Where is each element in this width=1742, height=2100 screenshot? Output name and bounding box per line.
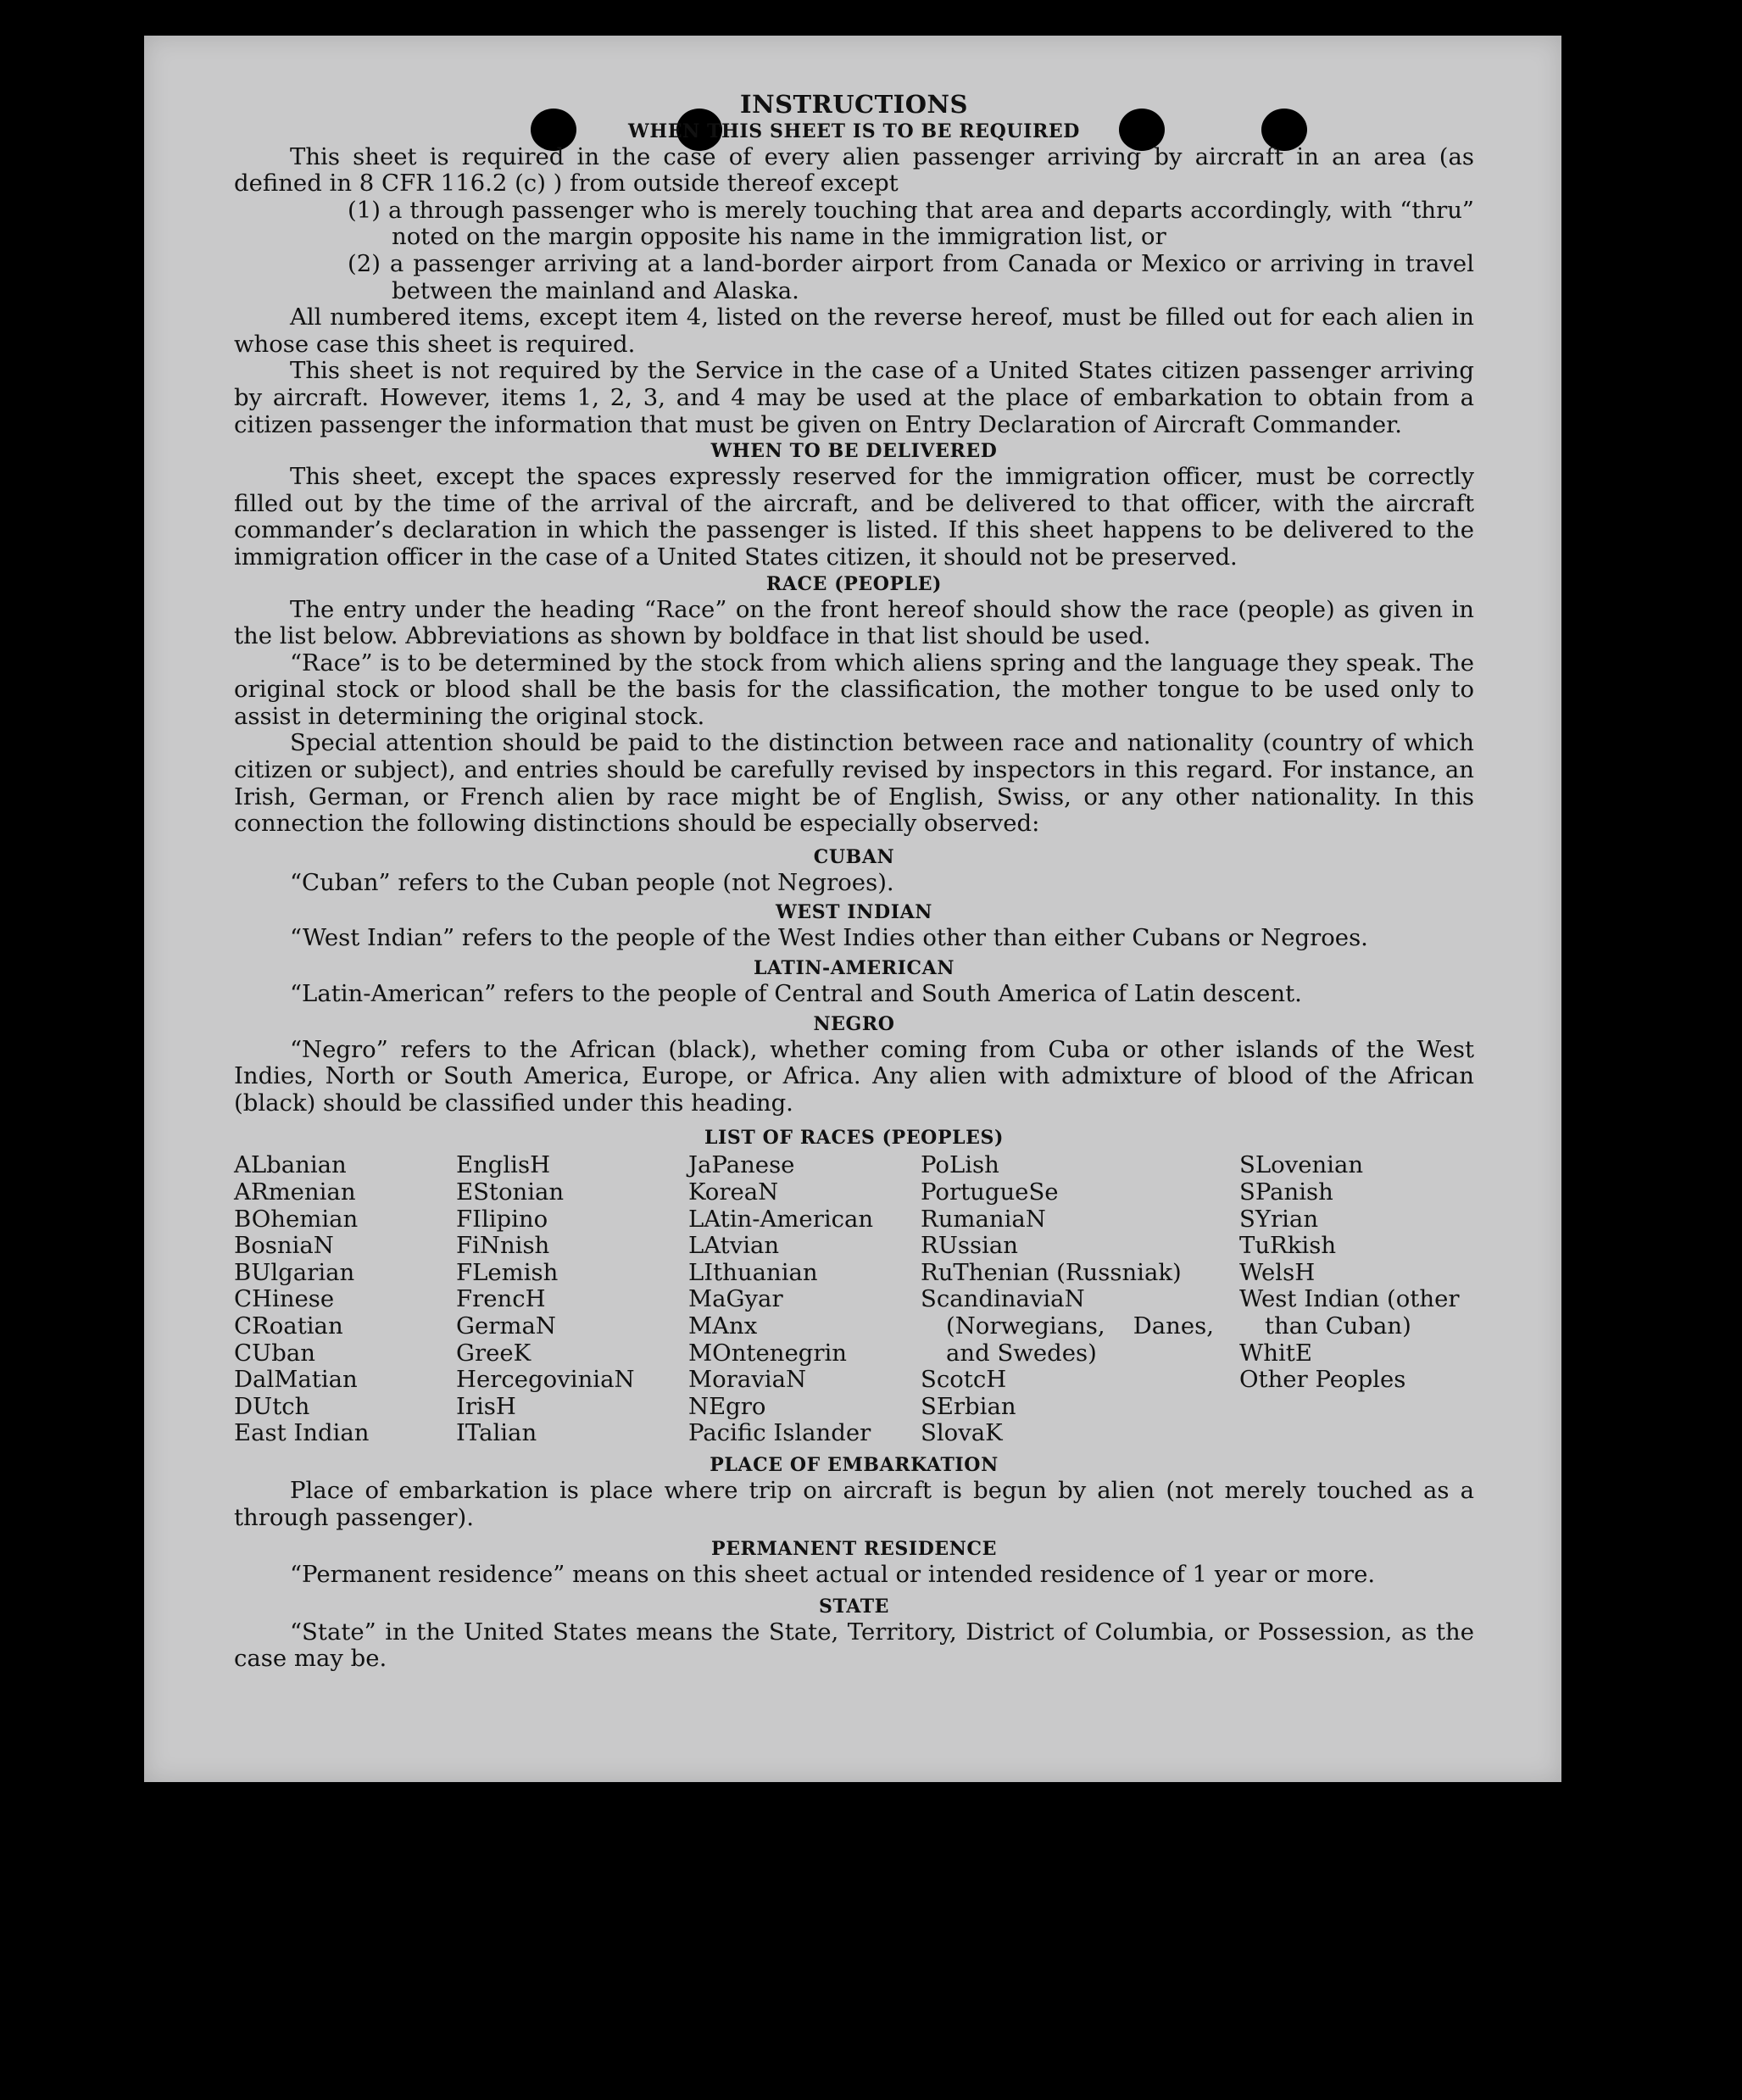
paragraph-numbered-items: All numbered items, except item 4, listed on the reverse hereof, must be filled out for each alien in whose case this sheet is required. (234, 304, 1474, 358)
race-item: LAtvian (688, 1232, 780, 1260)
race-item: DalMatian (234, 1366, 358, 1394)
section-heading-negro: NEGRO (813, 1012, 895, 1035)
race-item: PortugueSe (921, 1178, 1059, 1206)
race-item: PoLish (921, 1151, 999, 1179)
race-item: KoreaN (688, 1178, 779, 1206)
race-item: JaPanese (688, 1151, 795, 1179)
paragraph-state: “State” in the United States means the State, Territory, District of Columbia, or Possession, as the case may be. (234, 1618, 1474, 1673)
section-heading-west-indian: WEST INDIAN (776, 901, 932, 924)
paragraph-race-1: The entry under the heading “Race” on the front hereof should show the race (people) as given in the list below. Abbreviations as shown by boldface in that list should be used. (234, 595, 1474, 650)
race-column-5 (1239, 1152, 1474, 1447)
race-item: BOhemian (234, 1205, 359, 1233)
race-column-4 (921, 1152, 1239, 1447)
paragraph-negro: “Negro” refers to the African (black), whether coming from Cuba or other islands of the West Indies, North or South America, Europe, or Africa. Any alien with admixture of blood of the African (black) should be classified under this heading. (234, 1035, 1474, 1117)
race-item: LAtin-American (688, 1205, 874, 1233)
race-item: FLemish (456, 1258, 559, 1286)
race-item: GermaN (456, 1312, 556, 1340)
race-item: IrisH (456, 1392, 516, 1420)
section-heading-required: WHEN THIS SHEET IS TO BE REQUIRED (628, 120, 1080, 142)
paragraph-delivered: This sheet, except the spaces expressly reserved for the immigration officer, must be correctly filled out by the time of the arrival of the aircraft, and be delivered to that officer, with the aircraft commander’s declaration in which the passenger is listed. If this sheet happens to be delivered to the immigration officer in the case of a United States citizen, it should not be preserved. (234, 463, 1474, 571)
race-item: FiNnish (456, 1232, 550, 1260)
race-column-2 (456, 1152, 688, 1447)
race-item: GreeK (456, 1339, 532, 1367)
section-heading-cuban: CUBAN (813, 845, 895, 868)
race-column-3 (688, 1152, 921, 1447)
race-item: DUtch (234, 1392, 310, 1420)
section-heading-embarkation: PLACE OF EMBARKATION (710, 1453, 999, 1476)
paragraph-citizen: This sheet is not required by the Service in the case of a United States citizen passenger arriving by aircraft. However, items 1, 2, 3, and 4 may be used at the place of embarkation to obtain from a citizen passenger the information that must be given on Entry Declaration of Aircraft Commander. (234, 357, 1474, 438)
race-item: ITalian (456, 1419, 537, 1447)
race-item: CHinese (234, 1285, 335, 1313)
race-item: BUlgarian (234, 1258, 355, 1286)
section-heading-list-of-races: LIST OF RACES (PEOPLES) (704, 1127, 1005, 1150)
race-item: East Indian (234, 1419, 370, 1447)
race-item: ScandinaviaN (Norwegians, Danes, and Swedes) (921, 1285, 1214, 1367)
race-item: Pacific Islander (688, 1419, 871, 1447)
race-item: ALbanian (234, 1151, 347, 1179)
race-item: EnglisH (456, 1151, 551, 1179)
race-item: RuThenian (Russniak) (921, 1258, 1182, 1286)
paragraph-west-indian: “West Indian” refers to the people of the West Indies other than either Cubans or Negroes. (290, 924, 1368, 952)
list-item-exception-1: (1) a through passenger who is merely touching that area and departs accordingly, with “thru” noted on the margin opposite his name in the immigration list, or (348, 196, 1474, 251)
race-item: SLovenian (1239, 1151, 1364, 1179)
race-item: TuRkish (1239, 1232, 1337, 1260)
race-item: BosniaN (234, 1232, 334, 1260)
paragraph-embarkation: Place of embarkation is place where trip on aircraft is begun by alien (not merely touched as a through passenger). (234, 1476, 1474, 1531)
race-item: WhitE (1239, 1339, 1312, 1367)
race-item: CRoatian (234, 1312, 343, 1340)
race-item: CUban (234, 1339, 315, 1367)
race-item: MaGyar (688, 1285, 783, 1313)
race-item: NEgro (688, 1392, 766, 1420)
race-item: SYrian (1239, 1205, 1319, 1233)
race-item: SlovaK (921, 1419, 1003, 1447)
race-item: MOntenegrin (688, 1339, 847, 1367)
section-heading-state: STATE (818, 1595, 890, 1618)
race-item: SErbian (921, 1392, 1016, 1420)
race-item: FrencH (456, 1285, 546, 1313)
race-item: EStonian (456, 1178, 565, 1206)
race-item: MAnx (688, 1312, 758, 1340)
section-heading-race: RACE (PEOPLE) (765, 572, 943, 595)
race-column-1 (234, 1152, 456, 1447)
race-item: West Indian (other than Cuban) (1239, 1285, 1460, 1340)
paragraph-required: This sheet is required in the case of every alien passenger arriving by aircraft in an area (as defined in 8 CFR 116.2 (c) ) from outside thereof except (234, 142, 1474, 198)
list-item-exception-2: (2) a passenger arriving at a land-border airport from Canada or Mexico or arriving in travel between the mainland and Alaska. (348, 249, 1474, 304)
instructions-body (234, 92, 1474, 1673)
race-item: HercegoviniaN (456, 1366, 635, 1394)
paragraph-residence: “Permanent residence” means on this sheet actual or intended residence of 1 year or more. (290, 1561, 1376, 1589)
race-item: MoraviaN (688, 1366, 807, 1394)
race-item: ScotcH (921, 1366, 1007, 1394)
section-heading-residence: PERMANENT RESIDENCE (711, 1538, 997, 1561)
paragraph-latin-american: “Latin-American” refers to the people of Central and South America of Latin descent. (290, 980, 1302, 1008)
race-item: WelsH (1239, 1258, 1316, 1286)
paragraph-cuban: “Cuban” refers to the Cuban people (not Negroes). (290, 868, 894, 896)
section-heading-delivered: WHEN TO BE DELIVERED (710, 440, 998, 463)
race-item: RUssian (921, 1232, 1019, 1260)
race-item: Other Peoples (1239, 1366, 1406, 1394)
race-item: ARmenian (234, 1178, 356, 1206)
page-title: INSTRUCTIONS (740, 90, 968, 119)
race-item: LIthuanian (688, 1258, 818, 1286)
race-item: SPanish (1239, 1178, 1333, 1206)
paragraph-race-2: “Race” is to be determined by the stock from which aliens spring and the language they speak. The original stock or blood shall be the basis for the classification, the mother tongue to be used only to assist in determining the original stock. (234, 649, 1474, 730)
section-heading-latin-american: LATIN-AMERICAN (753, 957, 955, 980)
race-list (234, 1152, 1474, 1447)
race-item: RumaniaN (921, 1205, 1046, 1233)
paragraph-race-3: Special attention should be paid to the distinction between race and nationality (country of which citizen or subject), and entries should be carefully revised by inspectors in this regard. For instance, an Irish, German, or French alien by race might be of English, Swiss, or any other nationality. In this connection the following distinctions should be especially observed: (234, 729, 1474, 838)
race-item: FIlipino (456, 1205, 548, 1233)
